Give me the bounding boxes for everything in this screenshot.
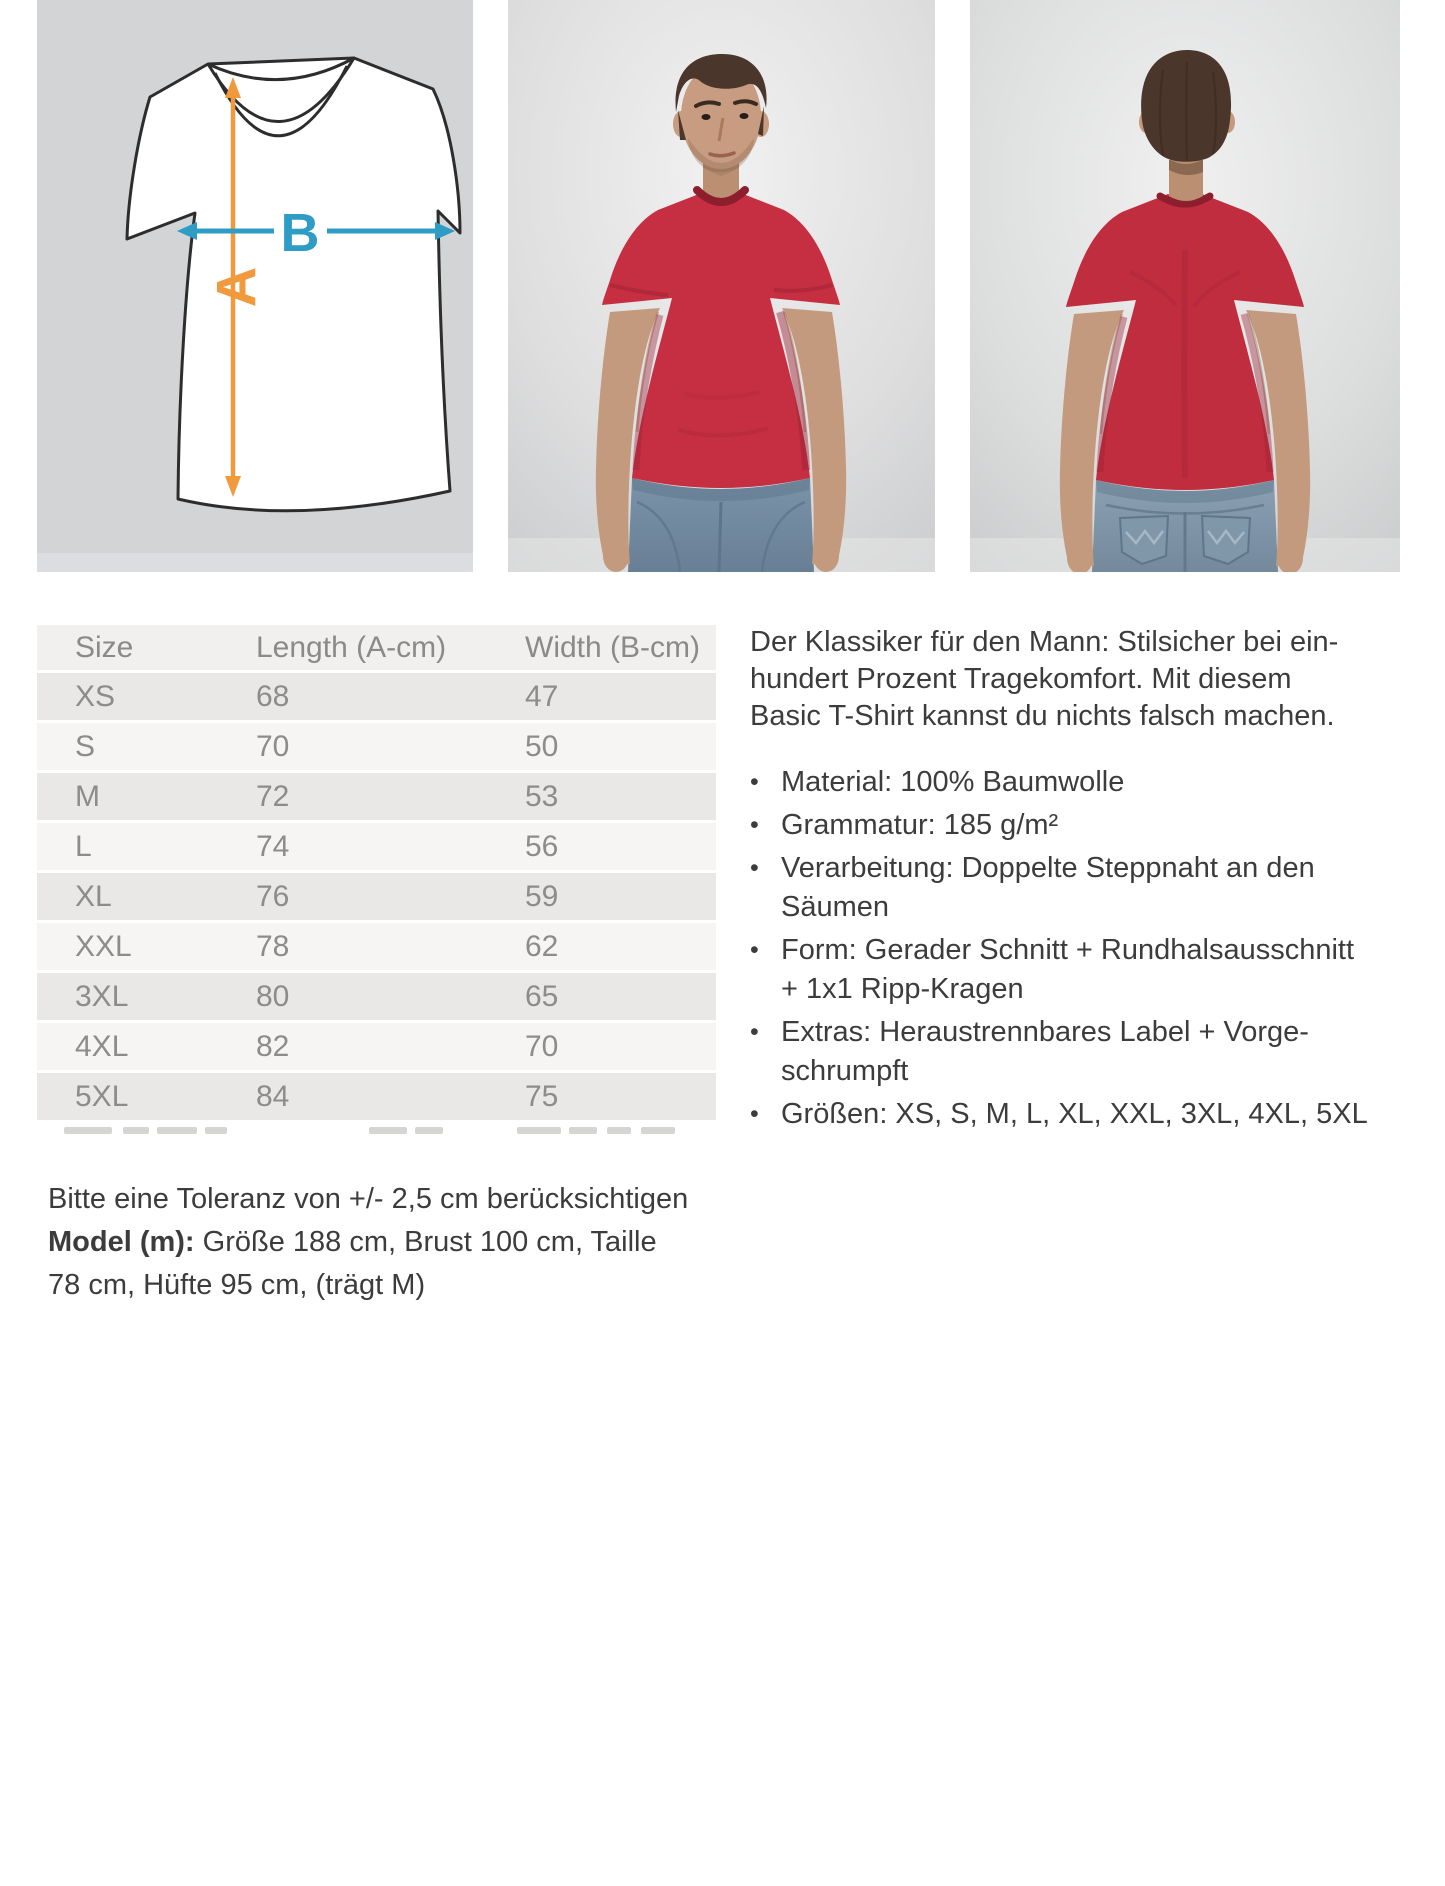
model-back-svg [970,0,1400,572]
bullet-icon: • [750,1100,759,1128]
bullet-icon: • [750,768,759,796]
eye-right [740,113,749,119]
table-row: XS 68 47 [37,673,716,723]
description-intro [750,624,1405,735]
list-item: • Verarbeitung: Doppelte Steppnaht an den Säumen [750,849,1405,927]
table-row: 5XL 84 75 [37,1073,716,1123]
bullet-icon: • [750,1018,759,1046]
bullet-icon: • [750,854,759,882]
intro-line: Basic T-Shirt kannst du nichts falsch machen. [750,700,1335,732]
size-diagram-image [37,0,473,572]
list-item: • Größen: XS, S, M, L, XL, XXL, 3XL, 4XL, 5XL [750,1095,1405,1134]
list-item: • Grammatur: 185 g/m² [750,806,1405,845]
column-header-size: Size [75,630,134,664]
bullet-icon: • [750,811,759,839]
label-a: A [204,266,268,308]
model-measurements-line2: 78 cm, Hüfte 95 cm, (trägt M) [48,1269,426,1301]
head-back [1139,50,1235,164]
model-label: Model (m): [48,1226,195,1258]
intro-line: Der Klassiker für den Mann: Stilsicher bei ein- [750,626,1339,658]
model-front-svg [508,0,935,572]
size-diagram-svg [37,0,473,572]
model-front-photo [508,0,935,572]
cropped-row-remnant [37,1126,716,1138]
column-header-width: Width (B-cm) [525,630,700,664]
list-item: • Form: Gerader Schnitt + Rundhalsausschnitt + 1x1 Ripp-Kragen [750,931,1405,1009]
measurement-note [48,1178,688,1307]
neck-back [1169,160,1203,201]
list-item: • Material: 100% Baumwolle [750,763,1405,802]
product-description [750,624,1405,1138]
table-row: L 74 56 [37,823,716,873]
tolerance-note: Bitte eine Toleranz von +/- 2,5 cm berücksichtigen [48,1183,689,1215]
intro-line: hundert Prozent Tragekomfort. Mit diesem [750,663,1292,695]
size-table-header [37,625,716,673]
model-measurements-line1: Model (m): Größe 188 cm, Brust 100 cm, Taille [48,1226,657,1258]
table-row: 3XL 80 65 [37,973,716,1023]
model-back-photo [970,0,1400,572]
table-row: 4XL 82 70 [37,1023,716,1073]
table-row: XL 76 59 [37,873,716,923]
size-table [37,625,716,1123]
bullet-icon: • [750,936,759,964]
list-item: • Extras: Heraustrennbares Label + Vorge- schrumpft [750,1013,1405,1091]
jeans [628,478,814,572]
spine-shadow [1184,250,1185,478]
description-bullet-list [750,763,1405,1134]
table-row: S 70 50 [37,723,716,773]
jeans-back [1092,480,1278,572]
column-header-length: Length (A-cm) [256,630,447,664]
eye-left [702,114,711,120]
table-row: M 72 53 [37,773,716,823]
table-row: XXL 78 62 [37,923,716,973]
label-b: B [280,203,320,263]
